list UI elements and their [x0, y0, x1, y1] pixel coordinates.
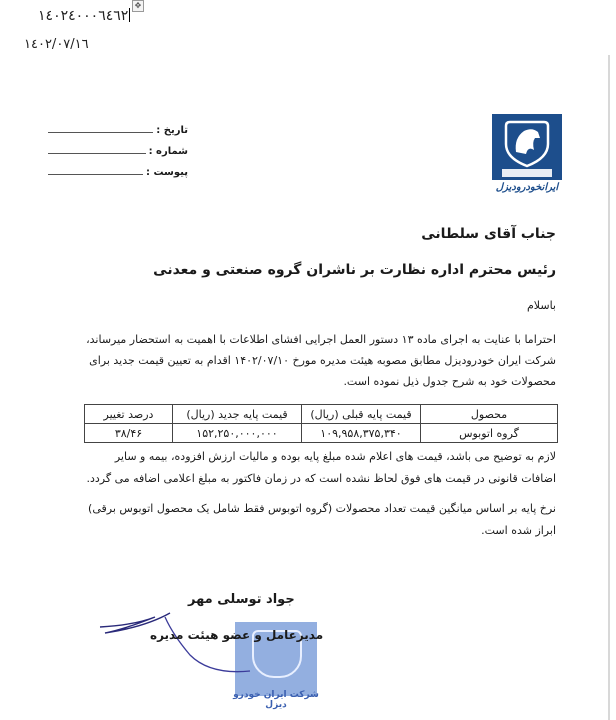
page-edge-divider [608, 55, 610, 720]
date-field [48, 125, 188, 136]
number-blank-line [48, 153, 146, 154]
greeting: باسلام [526, 299, 556, 312]
signer-title: مدیرعامل و عضو هیئت مدیره [150, 628, 324, 642]
price-table [84, 404, 558, 443]
attachment-blank-line [48, 174, 143, 175]
reference-date: ۱٤۰۲/۰۷/۱٦ [24, 37, 89, 52]
logo-caption: ایرانخودرودیزل [495, 182, 559, 193]
cell-change-percent: ۳۸/۴۶ [85, 424, 173, 443]
attachment-label: پیوست : [145, 167, 188, 178]
horse-shield-icon [492, 114, 562, 180]
header-old-price: قیمت پایه قبلی (ریال) [302, 405, 421, 424]
note-base-rate: نرخ پایه بر اساس میانگین قیمت تعداد محصولات (گروه اتوبوس فقط شامل یک محصول اتوبوس برقی) ابراز شده است. [88, 502, 556, 537]
note-taxes: لازم به توضیح می باشد، قیمت های اعلام شده مبلغ پایه بوده و مالیات ارزش افزوده، بیمه و سایر اضافات قانونی در قیمت های فوق لحاظ نشده است که در زمان فاکتور به مبلغ اعلامی اضافه می گردد. [86, 450, 556, 485]
subject-line: رئیس محترم اداره نظارت بر ناشران گروه صنعتی و معدنی [153, 262, 556, 278]
reference-number[interactable] [38, 8, 130, 24]
table-row [85, 424, 558, 443]
cell-new-price: ۱۵۲,۲۵۰,۰۰۰,۰۰۰ [173, 424, 302, 443]
date-blank-line [48, 132, 153, 133]
company-logo [492, 114, 562, 180]
stamp-text: شرکت ایران خودرو دیزل [233, 690, 319, 710]
number-field [48, 146, 188, 157]
date-label: تاریخ : [156, 125, 188, 136]
salutation: جناب آقای سلطانی [421, 226, 556, 242]
number-label: شماره : [148, 146, 188, 157]
cell-product: گروه اتوبوس [421, 424, 558, 443]
table-header-row [85, 405, 558, 424]
header-change-percent: درصد تغییر [85, 405, 173, 424]
cell-old-price: ۱۰۹,۹۵۸,۳۷۵,۳۴۰ [302, 424, 421, 443]
attachment-field [48, 167, 188, 178]
move-handle-icon[interactable]: ✥ [132, 0, 144, 12]
body-paragraph: احتراما با عنایت به اجرای ماده ۱۳ دستور العمل اجرایی افشای اطلاعات با اهمیت به استحضار میرساند، شرکت ایران خودرودیزل مطابق مصوبه هیئت مدیره مورخ ۱۴۰۲/۰۷/۱۰ اقدام به تعیین قیمت جدید برای محصولات خود به شرح جدول ذیل نموده است. [86, 333, 556, 388]
header-new-price: قیمت پایه جدید (ریال) [173, 405, 302, 424]
signer-name: جواد توسلی مهر [188, 592, 295, 607]
text-cursor [129, 8, 130, 22]
reference-number-text: ۱٤۰۲٤۰۰۰٦٤٦٢ [38, 8, 129, 24]
header-product: محصول [421, 405, 558, 424]
